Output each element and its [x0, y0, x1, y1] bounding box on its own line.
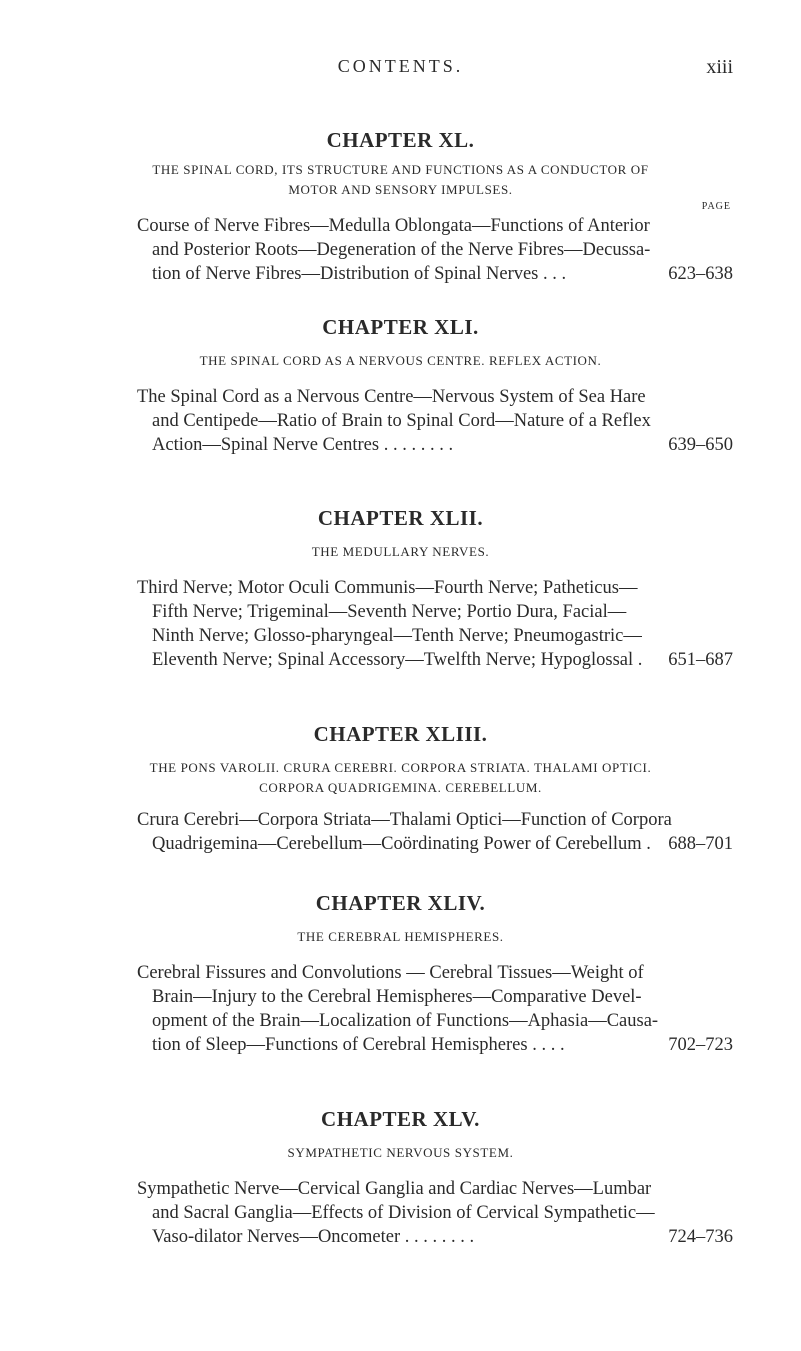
page-range: 623–638 [668, 264, 733, 284]
chapter-entry [137, 214, 733, 286]
entry-line: Crura Cerebri—Corpora Striata—Thalami Optici—Function of Corpora [137, 810, 672, 830]
chapter-subtitle [0, 542, 801, 562]
entry-line: and Sacral Ganglia—Effects of Division of Cervical Sympathetic— [152, 1203, 655, 1223]
chapter-entry [137, 385, 733, 457]
chapter-xliii [0, 720, 801, 856]
chapter-subtitle-line: SYMPATHETIC NERVOUS SYSTEM. [287, 1145, 514, 1160]
chapter-entry [137, 808, 733, 856]
chapter-subtitle [0, 927, 801, 947]
page-range: 639–650 [668, 435, 733, 455]
page-number: xiii [706, 56, 733, 78]
chapter-title: CHAPTER XL. [326, 128, 475, 152]
chapter-entry [137, 961, 733, 1057]
entry-line: Course of Nerve Fibres—Medulla Oblongata—Functions of Anterior [137, 216, 650, 236]
entry-line: Cerebral Fissures and Convolutions — Cerebral Tissues—Weight of [137, 963, 644, 983]
chapter-entry [137, 576, 733, 672]
entry-line: Ninth Nerve; Glosso-pharyngeal—Tenth Nerve; Pneumogastric— [152, 626, 642, 646]
entry-line: Brain—Injury to the Cerebral Hemispheres—Comparative Devel- [152, 987, 642, 1007]
entry-line: opment of the Brain—Localization of Functions—Aphasia—Causa- [152, 1011, 659, 1031]
chapter-subtitle [0, 758, 801, 798]
chapter-subtitle [0, 160, 801, 200]
entry-line: The Spinal Cord as a Nervous Centre—Nervous System of Sea Hare [137, 387, 646, 407]
chapter-subtitle-line: THE SPINAL CORD AS A NERVOUS CENTRE. REFLEX ACTION. [199, 353, 602, 368]
entry-line: Third Nerve; Motor Oculi Communis—Fourth Nerve; Patheticus— [137, 578, 638, 598]
entry-line: tion of Nerve Fibres—Distribution of Spinal Nerves . . . [152, 264, 567, 284]
running-head [0, 56, 801, 80]
chapter-title: CHAPTER XLIII. [313, 722, 488, 746]
page-range: 688–701 [668, 834, 733, 854]
entry-line: Quadrigemina—Cerebellum—Coördinating Power of Cerebellum . [152, 834, 651, 854]
entry-line: Sympathetic Nerve—Cervical Ganglia and Cardiac Nerves—Lumbar [137, 1179, 652, 1199]
page-range: 651–687 [668, 650, 733, 670]
entry-line: and Posterior Roots—Degeneration of the Nerve Fibres—Decussa- [152, 240, 651, 260]
entry-line: Fifth Nerve; Trigeminal—Seventh Nerve; Portio Dura, Facial— [152, 602, 627, 622]
entry-line: tion of Sleep—Functions of Cerebral Hemispheres . . . . [152, 1035, 565, 1055]
chapter-title: CHAPTER XLIV. [315, 891, 486, 915]
chapter-xlii [0, 504, 801, 672]
chapter-subtitle [0, 351, 801, 371]
chapter-title: CHAPTER XLI. [322, 315, 479, 339]
running-title: CONTENTS. [337, 56, 464, 76]
page-range: 724–736 [668, 1227, 733, 1247]
chapter-subtitle [0, 1143, 801, 1163]
chapter-subtitle-line: THE CEREBRAL HEMISPHERES. [297, 929, 504, 944]
chapter-xl [0, 126, 801, 286]
chapter-subtitle-line: CORPORA QUADRIGEMINA. CEREBELLUM. [259, 780, 542, 795]
chapter-subtitle-line: THE MEDULLARY NERVES. [311, 544, 490, 559]
chapter-title: CHAPTER XLV. [321, 1107, 480, 1131]
chapter-subtitle-line: THE SPINAL CORD, ITS STRUCTURE AND FUNCTIONS AS A CONDUCTOR OF [152, 162, 649, 177]
entry-line: Eleventh Nerve; Spinal Accessory—Twelfth Nerve; Hypoglossal . [152, 650, 643, 670]
page-range: 702–723 [668, 1035, 733, 1055]
chapter-subtitle-line: THE PONS VAROLII. CRURA CEREBRI. CORPORA STRIATA. THALAMI OPTICI. [149, 760, 652, 775]
entry-line: Action—Spinal Nerve Centres . . . . . . . . [152, 435, 454, 455]
page-column-label: PAGE [701, 201, 731, 212]
entry-line: Vaso-dilator Nerves—Oncometer . . . . . . . . [152, 1227, 475, 1247]
entry-line: and Centipede—Ratio of Brain to Spinal Cord—Nature of a Reflex [152, 411, 651, 431]
chapter-xli [0, 313, 801, 457]
chapter-title: CHAPTER XLII. [317, 506, 484, 530]
chapter-subtitle-line: MOTOR AND SENSORY IMPULSES. [288, 182, 513, 197]
chapter-xlv [0, 1105, 801, 1249]
chapter-xliv [0, 889, 801, 1057]
chapter-entry [137, 1177, 733, 1249]
